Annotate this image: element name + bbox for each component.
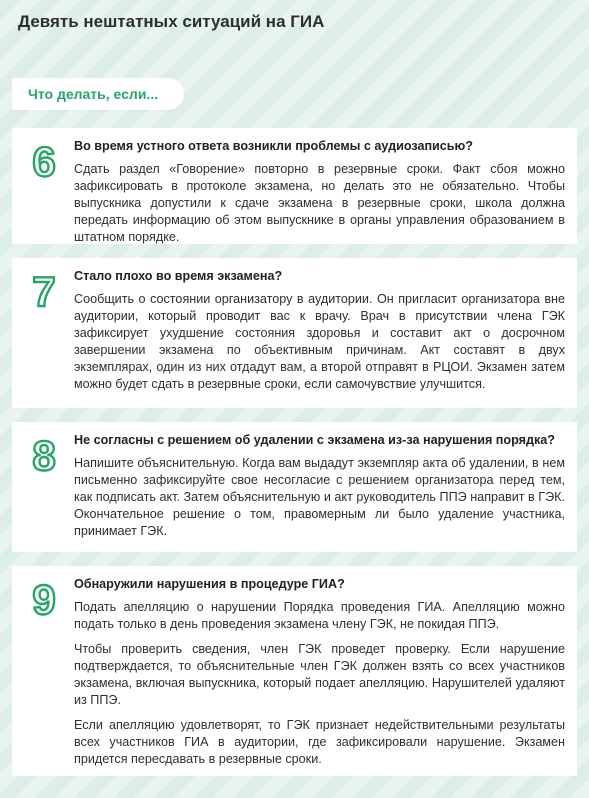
answer-paragraph: Если апелляцию удовлетворят, то ГЭК признает недействительными результаты всех участников ГИА в аудитории, где зафиксировали нарушение. Экзамен придется пересдавать в резервные сроки.: [74, 718, 565, 766]
answer-paragraph: Чтобы проверить сведения, член ГЭК проведет проверку. Если нарушение подтверждается, то объяснительные член ГЭК должен взять со всех участников экзамена, включая выпускника, который подает апелляцию. Нарушителей удаляют из ППЭ.: [74, 642, 565, 707]
situation-card-9: [12, 566, 577, 776]
number-badge: [22, 430, 66, 478]
card-body: [74, 268, 565, 393]
answer-paragraph: Сообщить о состоянии организатору в аудитории. Он пригласит организатора вне аудитории, который проводит вас к врачу. Врач в присутствии члена ГЭК зафиксирует ухудшение состояния здоровья и составит акт о досрочном завершении экзамена по объективным причинам. Акт составят в двух экземплярах, один из них отдадут вам, а второй отправят в РЦОИ. Экзамен затем можно будет сдать в резервные сроки, если самочувствие улучшится.: [74, 292, 565, 391]
page-title: Девять нештатных ситуаций на ГИА: [18, 12, 325, 31]
answer-paragraph: Подать апелляцию о нарушении Порядка проведения ГИА. Апелляцию можно подать только в день проведения экзамена члену ГЭК, не покидая ППЭ.: [74, 600, 565, 631]
question: Обнаружили нарушения в процедуре ГИА?: [74, 577, 345, 591]
card-body: [74, 576, 565, 768]
card-body: [74, 432, 565, 540]
question: Не согласны с решением об удалении с экзамена из-за нарушения порядка?: [74, 433, 555, 447]
question: Стало плохо во время экзамена?: [74, 269, 283, 283]
number-badge: [22, 574, 66, 622]
number-glyph: 9: [32, 576, 56, 622]
number-glyph: 8: [32, 432, 56, 478]
card-body: [74, 138, 565, 246]
answer-paragraph: Напишите объяснительную. Когда вам выдадут экземпляр акта об удалении, в нем письменно зафиксируйте свое несогласие с решением организатора перед тем, как подписать акт. Затем объяснительную и акт руководитель ППЭ направит в ГЭК. Окончательное решение о том, правомерным ли было удаление участника, принимает ГЭК.: [74, 456, 565, 538]
situation-card-8: [12, 422, 577, 552]
number-badge: [22, 136, 66, 184]
number-badge: [22, 266, 66, 314]
situation-card-7: [12, 258, 577, 408]
number-glyph: 6: [32, 138, 56, 184]
banner-label: Что делать, если...: [28, 86, 159, 102]
situation-card-6: [12, 128, 577, 244]
number-glyph: 7: [32, 268, 56, 314]
answer-paragraph: Сдать раздел «Говорение» повторно в резервные сроки. Факт сбоя можно зафиксировать в протоколе экзамена, но делать это не обязательно. Чтобы выпускника допустили к сдаче экзамена в резервные сроки, школа должна передать информацию об этом выпускнике в органы управления образованием в штатном порядке.: [74, 162, 565, 244]
section-banner: [12, 78, 184, 110]
question: Во время устного ответа возникли проблемы с аудиозаписью?: [74, 139, 473, 153]
